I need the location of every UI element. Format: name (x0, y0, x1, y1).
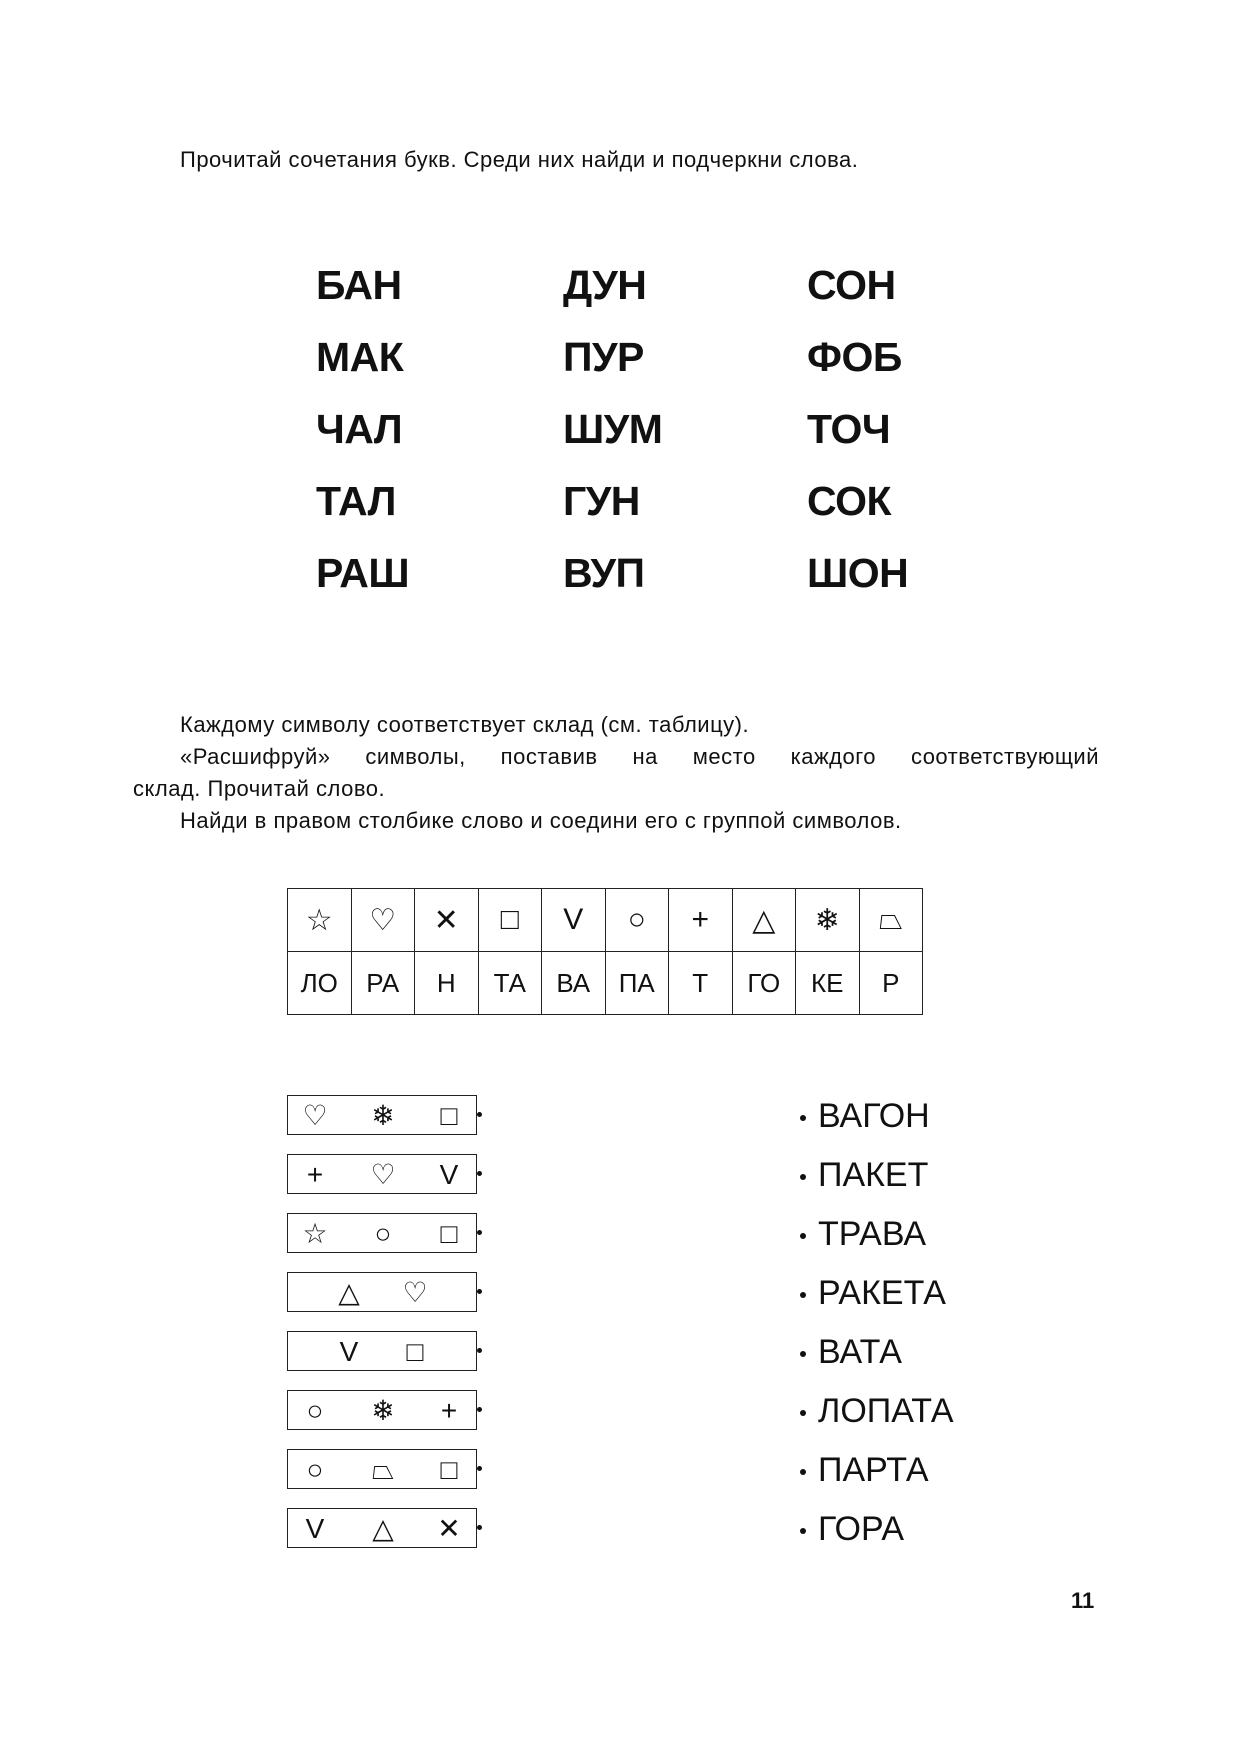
connection-dot[interactable] (800, 1233, 806, 1239)
connection-dot[interactable] (477, 1171, 482, 1176)
answer-word-item[interactable] (800, 1451, 929, 1490)
answer-word-item[interactable] (800, 1097, 930, 1136)
code-symbol: △ (338, 1277, 360, 1308)
connection-dot[interactable] (477, 1466, 482, 1471)
code-symbol: ❄ (371, 1100, 395, 1131)
key-syllable: ПА (605, 952, 669, 1015)
code-symbol: ♡ (370, 1159, 396, 1190)
connection-dot[interactable] (477, 1230, 482, 1235)
cipher-key-table (287, 888, 923, 1015)
answer-word: ЛОПАТА (818, 1392, 954, 1430)
connection-dot[interactable] (800, 1410, 806, 1416)
key-syllable: Р (859, 952, 923, 1015)
code-symbol: ○ (374, 1218, 392, 1249)
key-syllable: Т (669, 952, 733, 1015)
task2-instruction-line2: «Расшифруй» символы, поставив на место каждого соответствующий (180, 744, 1099, 769)
square-icon: □ (478, 889, 542, 952)
symbol-code-box[interactable] (287, 1213, 477, 1253)
heart-icon: ♡ (351, 889, 415, 952)
snowflake-icon: ❄ (796, 889, 860, 952)
answer-word-item[interactable] (800, 1156, 928, 1195)
code-symbol: ⏢ (371, 1454, 395, 1485)
code-symbol: ○ (306, 1454, 324, 1485)
star-icon: ☆ (288, 889, 352, 952)
task2-instruction-line3: склад. Прочитай слово. (133, 776, 386, 801)
syllable-word[interactable]: БАН (316, 262, 402, 308)
connection-dot[interactable] (800, 1115, 806, 1121)
code-symbol: V (339, 1336, 359, 1367)
code-symbol: □ (440, 1100, 458, 1131)
triangle-icon: △ (732, 889, 796, 952)
connection-dot[interactable] (800, 1292, 806, 1298)
task2-instruction-line1: Каждому символу соответствует склад (см. таблицу). (180, 712, 750, 737)
symbol-code-box[interactable] (287, 1508, 477, 1548)
code-symbol: ❄ (371, 1395, 395, 1426)
answer-word: ВАГОН (818, 1097, 930, 1135)
code-symbol: ○ (306, 1395, 324, 1426)
answer-word: ПАРТА (818, 1451, 929, 1489)
connection-dot[interactable] (477, 1289, 482, 1294)
code-symbol: + (440, 1395, 458, 1426)
syllable-word[interactable]: ГУН (563, 478, 640, 524)
answer-word-item[interactable] (800, 1274, 946, 1313)
symbol-code-box[interactable] (287, 1095, 477, 1135)
answer-word: ГОРА (818, 1510, 905, 1548)
symbol-code-box[interactable] (287, 1331, 477, 1371)
check-v-icon: V (542, 889, 606, 952)
task2-instruction-line4: Найди в правом столбике слово и соедини его с группой символов. (180, 808, 902, 833)
syllable-word[interactable]: ТАЛ (316, 478, 396, 524)
syllable-word[interactable]: СОК (807, 478, 892, 524)
syllable-word[interactable]: ШУМ (563, 406, 663, 452)
code-symbol: □ (440, 1454, 458, 1485)
code-symbol: V (305, 1513, 325, 1544)
symbol-code-box[interactable] (287, 1154, 477, 1194)
plus-icon: + (669, 889, 733, 952)
answer-word: РАКЕТА (818, 1274, 946, 1312)
syllable-word[interactable]: РАШ (316, 550, 410, 596)
key-syllable: КЕ (796, 952, 860, 1015)
code-symbol: □ (440, 1218, 458, 1249)
code-symbol: ♡ (302, 1100, 328, 1131)
key-syllable: ТА (478, 952, 542, 1015)
syllable-word[interactable]: ФОБ (807, 334, 902, 380)
answer-word-item[interactable] (800, 1392, 954, 1431)
answer-word-item[interactable] (800, 1333, 902, 1372)
trapezoid-icon: ⏢ (859, 889, 923, 952)
syllable-word[interactable]: СОН (807, 262, 896, 308)
code-symbol: ☆ (302, 1218, 328, 1249)
key-symbol-row (288, 889, 923, 952)
key-syllable: ВА (542, 952, 606, 1015)
circle-icon: ○ (605, 889, 669, 952)
answer-word: ПАКЕТ (818, 1156, 929, 1194)
answer-word: ВАТА (818, 1333, 902, 1371)
connection-dot[interactable] (800, 1174, 806, 1180)
connection-dot[interactable] (800, 1351, 806, 1357)
connection-dot[interactable] (477, 1407, 482, 1412)
symbol-code-box[interactable] (287, 1272, 477, 1312)
code-symbol: V (439, 1159, 459, 1190)
page-number: 11 (1071, 1588, 1095, 1613)
task1-instruction: Прочитай сочетания букв. Среди них найди и подчеркни слова. (180, 147, 859, 172)
connection-dot[interactable] (477, 1112, 482, 1117)
syllable-word[interactable]: ПУР (563, 334, 644, 380)
connection-dot[interactable] (800, 1528, 806, 1534)
syllable-word[interactable]: ТОЧ (807, 406, 891, 452)
syllable-word[interactable]: МАК (316, 334, 404, 380)
syllable-word[interactable]: ДУН (563, 262, 647, 308)
code-symbol: △ (372, 1513, 394, 1544)
symbol-code-box[interactable] (287, 1390, 477, 1430)
key-syllable-row (288, 952, 923, 1015)
key-syllable: РА (351, 952, 415, 1015)
key-syllable: ГО (732, 952, 796, 1015)
code-symbol: ♡ (402, 1277, 428, 1308)
answer-word: ТРАВА (818, 1215, 927, 1253)
syllable-word[interactable]: ВУП (563, 550, 645, 596)
answer-word-item[interactable] (800, 1510, 904, 1549)
cross-icon: ✕ (415, 889, 479, 952)
key-syllable: ЛО (288, 952, 352, 1015)
syllable-word[interactable]: ШОН (807, 550, 909, 596)
symbol-code-box[interactable] (287, 1449, 477, 1489)
syllable-word[interactable]: ЧАЛ (316, 406, 403, 452)
key-syllable: Н (415, 952, 479, 1015)
connection-dot[interactable] (477, 1525, 482, 1530)
connection-dot[interactable] (800, 1469, 806, 1475)
code-symbol: □ (406, 1336, 424, 1367)
code-symbol: ✕ (437, 1513, 461, 1544)
connection-dot[interactable] (477, 1348, 482, 1353)
code-symbol: + (306, 1159, 324, 1190)
answer-word-item[interactable] (800, 1215, 926, 1254)
